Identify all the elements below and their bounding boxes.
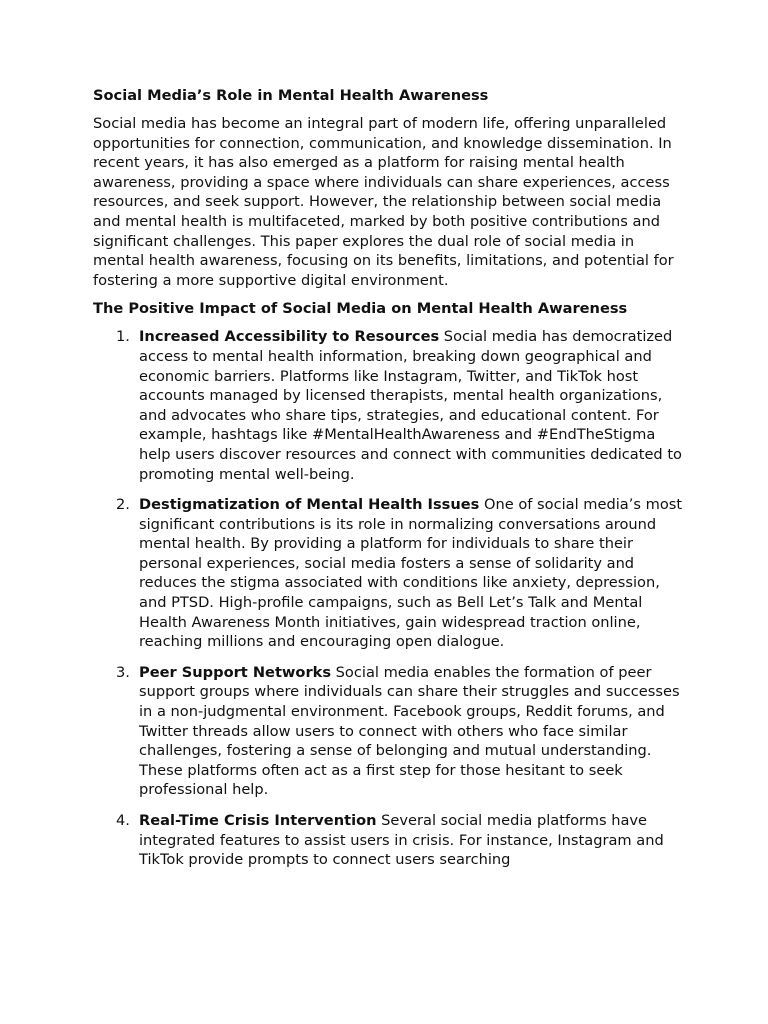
list-item-text: Social media enables the formation of peer support groups where individuals can share their struggles and successes in a non-judgmental environment. Facebook groups, Reddit forums, and Twitter threads allow users to connect with others who face similar challenges, fostering a sense of belonging and mutual understanding. These platforms often act as a first step for those hesitant to seek professional help.	[139, 663, 680, 799]
list-item-term: Peer Support Networks	[139, 663, 332, 681]
list-item	[93, 495, 688, 652]
list-item-term: Increased Accessibility to Resources	[139, 328, 440, 346]
document-title: Social Media’s Role in Mental Health Awareness	[93, 87, 489, 104]
list-item-number: 4.	[116, 812, 130, 829]
list-item-text: Several social media platforms have integrated features to assist users in crisis. For instance, Instagram and TikTok provide prompts to connect users searching	[139, 812, 664, 869]
list-item	[93, 811, 688, 870]
list-item-number: 1.	[116, 328, 130, 346]
numbered-list	[93, 327, 688, 869]
intro-paragraph: Social media has become an integral part of modern life, offering unparalleled opportunities for connection, communication, and knowledge dissemination. In recent years, it has also emerged as a platform for raising mental health awareness, providing a space where individuals can share experiences, access resources, and seek support. However, the relationship between social media and mental health is multifaceted, marked by both positive contributions and significant challenges. This paper explores the dual role of social media in mental health awareness, focusing on its benefits, limitations, and potential for fostering a more supportive digital environment.	[93, 115, 674, 289]
list-item-number: 3.	[116, 663, 130, 681]
list-item-term: Real-Time Crisis Intervention	[139, 812, 377, 829]
list-item-text: One of social media’s most significant contributions is its role in normalizing conversations around mental health. By providing a platform for individuals to share their personal experiences, social media fosters a sense of solidarity and reduces the stigma associated with conditions like anxiety, depression, and PTSD. High-profile campaigns, such as Bell Let’s Talk and Mental Health Awareness Month initiatives, gain widespread traction online, reaching millions and encouraging open dialogue.	[139, 496, 683, 651]
list-item	[93, 663, 688, 800]
list-item	[93, 327, 688, 484]
list-item-text: Social media has democratized access to mental health information, breaking down geographical and economic barriers. Platforms like Instagram, Twitter, and TikTok host accounts managed by licensed therapists, mental health organizations, and advocates who share tips, strategies, and educational content. For example, hashtags like #MentalHealthAwareness and #EndTheStigma help users discover resources and connect with communities dedicated to promoting mental well-being.	[139, 328, 682, 483]
list-item-term: Destigmatization of Mental Health Issues	[139, 496, 480, 514]
section-heading: The Positive Impact of Social Media on Mental Health Awareness	[93, 300, 628, 318]
list-item-number: 2.	[116, 496, 130, 514]
